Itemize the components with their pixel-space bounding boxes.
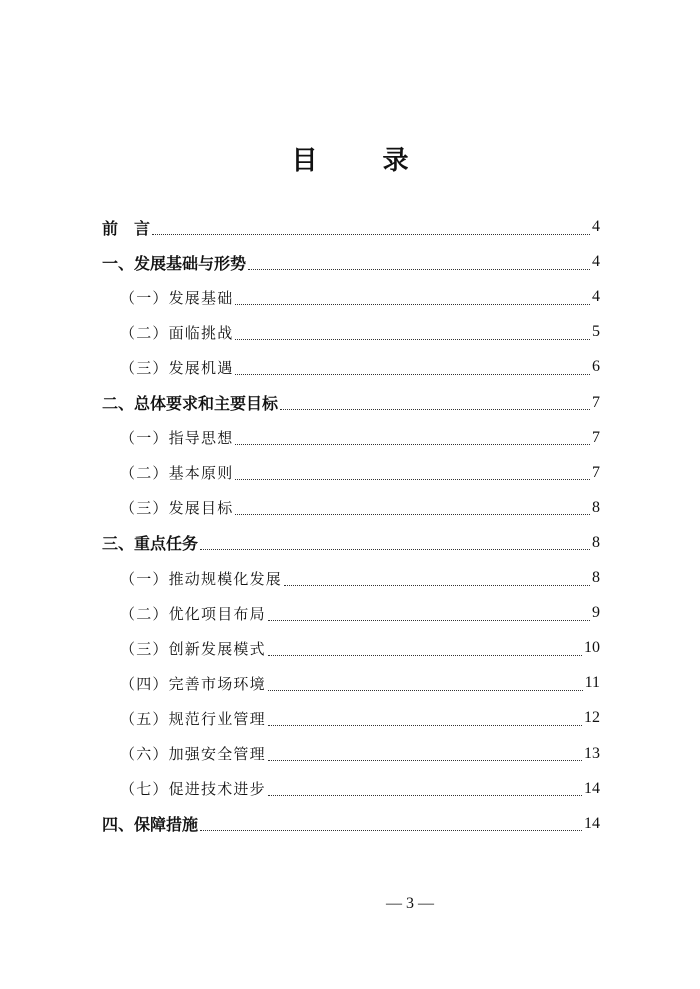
dot-leader	[235, 444, 590, 445]
toc-entry-label: 三、重点任务	[102, 534, 199, 554]
toc-entry-label: （一）发展基础	[120, 288, 234, 307]
dot-leader	[268, 725, 582, 726]
toc-entry-page-number: 7	[592, 428, 600, 446]
toc-entry[interactable]	[102, 807, 600, 841]
toc-entry[interactable]	[120, 701, 600, 735]
toc-entry-label: （一）推动规模化发展	[120, 569, 283, 588]
toc-entry[interactable]	[102, 245, 600, 279]
toc-entry[interactable]	[120, 456, 600, 490]
toc-entry-page-number: 14	[584, 779, 600, 797]
dot-leader	[235, 304, 590, 305]
toc-entry-page-number: 7	[592, 393, 600, 411]
toc-entry-page-number: 10	[584, 639, 600, 657]
dot-leader	[235, 374, 590, 375]
toc-entry[interactable]	[120, 491, 600, 525]
dot-leader	[268, 620, 590, 621]
toc-entry-page-number: 14	[584, 814, 600, 832]
dot-leader	[235, 479, 590, 480]
toc-entry-label: （二）基本原则	[120, 464, 234, 483]
toc-entry-label: （二）面临挑战	[120, 323, 234, 342]
toc-entry[interactable]	[120, 772, 600, 806]
toc-entry-page-number: 4	[592, 218, 600, 235]
toc-entry-page-number: 11	[584, 674, 600, 692]
toc-entry-page-number: 6	[592, 358, 600, 376]
dot-leader	[235, 514, 590, 515]
toc-entry-label: （五）规范行业管理	[120, 709, 266, 728]
page-number-footer: — 3 —	[386, 895, 434, 912]
toc-entry-page-number: 13	[584, 744, 600, 762]
toc-entry-page-number: 12	[584, 709, 600, 727]
toc-entry-page-number: 5	[592, 323, 600, 341]
toc-entry-page-number: 9	[592, 604, 600, 622]
toc-entry-label: （四）完善市场环境	[120, 674, 266, 693]
toc-entry[interactable]	[120, 666, 600, 700]
toc-entry[interactable]	[120, 561, 600, 595]
toc-entry-label: （三）发展目标	[120, 499, 234, 518]
toc-entry-label: 四、保障措施	[102, 815, 199, 835]
toc-entry[interactable]	[120, 421, 600, 455]
dot-leader	[284, 585, 590, 586]
toc-entry-label: （六）加强安全管理	[120, 745, 266, 763]
toc-entry[interactable]	[120, 315, 600, 349]
toc-entry[interactable]	[120, 350, 600, 384]
toc-entry-page-number: 8	[592, 569, 600, 586]
dot-leader	[268, 690, 583, 691]
toc-entry-label: （二）优化项目布局	[120, 604, 266, 623]
toc-entry-label: （七）促进技术进步	[120, 780, 266, 799]
toc-entry-page-number: 8	[592, 533, 600, 551]
toc-entry-page-number: 8	[592, 498, 600, 516]
toc-entry-label: （三）创新发展模式	[120, 639, 266, 658]
dot-leader	[200, 549, 590, 550]
toc-entry-label: 二、总体要求和主要目标	[102, 394, 279, 413]
toc-entry-page-number: 7	[592, 463, 600, 481]
toc-entry-page-number: 4	[592, 288, 600, 306]
dot-leader	[268, 795, 582, 796]
dot-leader	[280, 409, 590, 410]
toc-entry[interactable]	[102, 210, 600, 244]
toc-entry[interactable]	[120, 631, 600, 665]
dot-leader	[268, 655, 582, 656]
toc-entry-label: （一）指导思想	[120, 429, 234, 448]
dot-leader	[268, 760, 582, 761]
toc-entry[interactable]	[102, 526, 600, 560]
dot-leader	[152, 234, 590, 235]
toc-entry[interactable]	[120, 596, 600, 630]
dot-leader	[200, 830, 582, 831]
toc-entry-page-number: 4	[592, 253, 600, 271]
page-title: 目 录	[291, 146, 437, 176]
toc-entry-label: 前 言	[102, 218, 151, 238]
dot-leader	[248, 269, 590, 270]
toc-entry[interactable]	[120, 280, 600, 314]
dot-leader	[235, 339, 590, 340]
toc-entry[interactable]	[120, 737, 600, 771]
toc-entry-label: 一、发展基础与形势	[102, 253, 247, 273]
toc-entry[interactable]	[102, 386, 600, 420]
toc-entry-label: （三）发展机遇	[120, 358, 234, 377]
